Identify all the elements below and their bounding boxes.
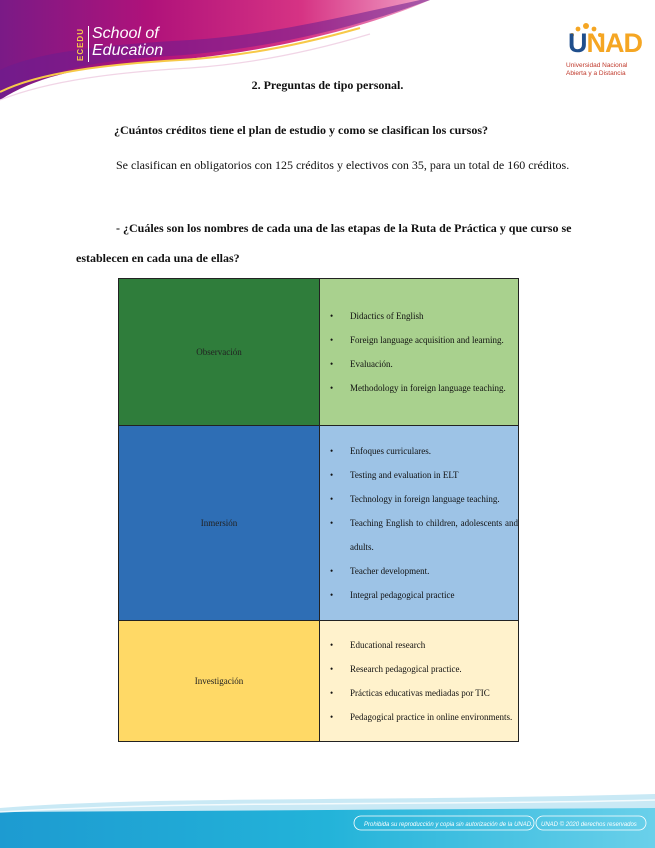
- course-item: • Methodology in foreign language teaching.: [350, 376, 518, 400]
- question-credits: ¿Cuántos créditos tiene el plan de estudio y como se clasifican los cursos?: [114, 123, 488, 137]
- bullet-icon: •: [330, 383, 334, 393]
- footer-banner: [0, 790, 655, 848]
- bullet-icon: •: [330, 494, 334, 504]
- header-separator: [88, 26, 89, 62]
- course-item: • Teacher development.: [350, 559, 518, 583]
- ecedu-side-label: ECEDU: [76, 28, 85, 62]
- header-banner: [0, 0, 655, 110]
- table-row-investigacion: [119, 621, 519, 742]
- unad-logo-subtitle-2: Abierta y a Distancia: [566, 70, 626, 77]
- course-item: • Didactics of English: [350, 304, 518, 328]
- question-stages: - ¿Cuáles son los nombres de cada una de las etapas de la Ruta de Práctica y que curso se establecen en cada una de ellas?: [76, 221, 572, 265]
- courses-investigacion: [320, 621, 519, 742]
- course-item: • Educational research: [350, 633, 518, 657]
- section-title: 2. Preguntas de tipo personal.: [251, 78, 404, 92]
- school-line-1: School of: [92, 25, 159, 42]
- school-of-education-title: [92, 25, 163, 59]
- bullet-icon: •: [330, 590, 334, 600]
- stage-observacion: Observación: [119, 279, 320, 426]
- table-row-observacion: [119, 279, 519, 426]
- bullet-icon: •: [330, 640, 334, 650]
- course-item: • Technology in foreign language teaching.: [350, 487, 518, 511]
- stage-investigacion: Investigación: [119, 621, 320, 742]
- course-item: • Research pedagogical practice.: [350, 657, 518, 681]
- stage-inmersion: Inmersión: [119, 426, 320, 621]
- bullet-icon: •: [330, 518, 334, 528]
- course-item: • Pedagogical practice in online environments.: [350, 705, 518, 729]
- course-item: • Integral pedagogical practice: [350, 583, 518, 607]
- course-item: • Evaluación.: [350, 352, 518, 376]
- unad-logo-wordmark: UNAD: [568, 28, 642, 58]
- footer-rights-notice: UNAD © 2020 derechos reservados: [541, 822, 637, 828]
- practice-route-table: [118, 278, 519, 742]
- table-row-inmersion: [119, 426, 519, 621]
- school-line-2: Education: [92, 42, 164, 59]
- bullet-icon: •: [330, 359, 334, 369]
- bullet-icon: •: [330, 566, 334, 576]
- bullet-icon: •: [330, 470, 334, 480]
- course-item: • Enfoques curriculares.: [350, 439, 518, 463]
- courses-observacion: [320, 279, 519, 426]
- answer-credits: Se clasifican en obligatorios con 125 créditos y electivos con 35, para un total de 160 créditos.: [116, 158, 570, 172]
- bullet-icon: •: [330, 688, 334, 698]
- footer-wave-graphic: [0, 790, 655, 848]
- courses-inmersion: [320, 426, 519, 621]
- unad-logo-subtitle-1: Universidad Nacional: [566, 62, 628, 69]
- bullet-icon: •: [330, 335, 334, 345]
- bullet-icon: •: [330, 311, 334, 321]
- bullet-icon: •: [330, 664, 334, 674]
- unad-logo: [560, 20, 640, 80]
- bullet-icon: •: [330, 712, 334, 722]
- course-item: • Foreign language acquisition and learning.: [350, 328, 518, 352]
- course-item: • Testing and evaluation in ELT: [350, 463, 518, 487]
- course-item: • Teaching English to children, adolescents and adults.: [350, 511, 518, 559]
- course-item: • Prácticas educativas mediadas por TIC: [350, 681, 518, 705]
- footer-copyright-notice: Prohibida su reproducción y copia sin autorización de la UNAD.: [364, 822, 533, 828]
- bullet-icon: •: [330, 446, 334, 456]
